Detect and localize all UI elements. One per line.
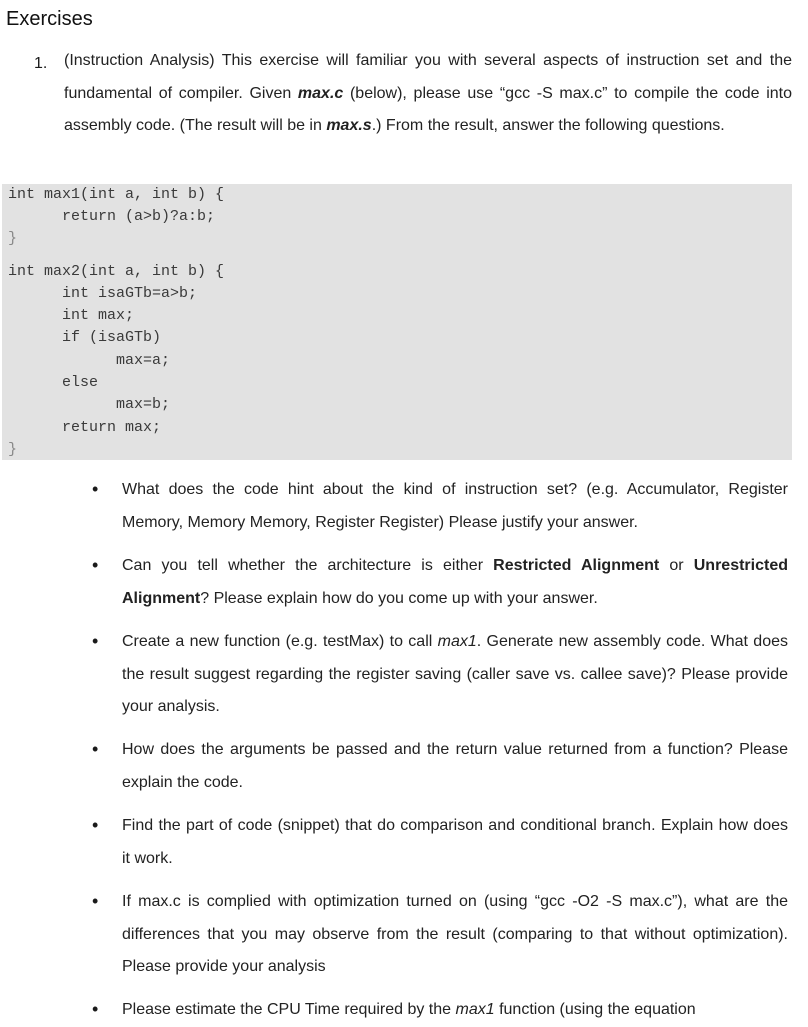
bullet-text-part: or (659, 557, 694, 574)
code-line: return max; (8, 419, 162, 436)
bullet-item-alignment (122, 550, 788, 615)
bullet-item-arguments: How does the arguments be passed and the return value returned from a function? Please explain the code. (122, 741, 788, 791)
page-heading: Exercises (6, 8, 93, 30)
question-end: .) From the result, answer the following questions. (371, 117, 725, 134)
bullet-marker: • (92, 479, 99, 499)
bullet-marker: • (92, 555, 99, 575)
function-name-max1: max1 (455, 1001, 495, 1018)
term-unrestricted-alignment: Unrestricted Alignment (122, 557, 788, 607)
code-line: return (a>b)?a:b; (8, 208, 216, 225)
question-text (64, 45, 792, 143)
bullet-text-part: Can you tell whether the architecture is either (122, 557, 494, 574)
bullet-item-optimization: If max.c is complied with optimization turned on (using “gcc -O2 -S max.c”), what are the differences that you may observe from the result (comparing to that without optimization). Please provide your analysis (122, 893, 788, 975)
bullet-item-register-saving (122, 626, 788, 724)
code-block (2, 184, 792, 460)
bullet-text-part: . Generate new assembly code. What does the result suggest regarding the register saving (caller save vs. callee save)? Please provide your analysis. (122, 633, 788, 715)
code-line: } (8, 441, 18, 458)
term-restricted-alignment: Restricted Alignment (493, 557, 660, 574)
code-line: else (8, 374, 99, 391)
code-line: int isaGTb=a>b; (8, 285, 198, 302)
filename-max-s: max.s (326, 117, 372, 134)
bullet-item-instruction-set: What does the code hint about the kind of instruction set? (e.g. Accumulator, Register Memory, Memory Memory, Register Register) Please justify your answer. (122, 481, 788, 531)
bullet-marker: • (92, 891, 99, 911)
code-line: int max; (8, 307, 135, 324)
code-line: if (isaGTb) (8, 329, 162, 346)
bullet-marker: • (92, 815, 99, 835)
bullet-text-part: ? Please explain how do you come up with your answer. (200, 589, 598, 607)
code-line: max=a; (8, 352, 171, 369)
code-line: int max2(int a, int b) { (8, 263, 225, 280)
code-line: max=b; (8, 396, 171, 413)
bullet-text-part: Please estimate the CPU Time required by the (122, 1001, 456, 1018)
question-intro: (Instruction Analysis) This exercise will familiar you with several aspects of instruction set and the fundamental of compiler. Given (64, 52, 792, 102)
question-mid: (below), please use “gcc -S max.c” to compile the code into assembly code. (The result will be in (64, 84, 792, 134)
bullet-text-part: function (using the equation (494, 1001, 696, 1018)
question-number: 1. (34, 55, 48, 72)
bullet-marker: • (92, 739, 99, 759)
bullet-text-part: Create a new function (e.g. testMax) to call (122, 633, 438, 650)
bullet-item-comparison: Find the part of code (snippet) that do comparison and conditional branch. Explain how does it work. (122, 817, 788, 867)
bullet-item-cpu-time (122, 994, 788, 1027)
filename-max-c: max.c (297, 84, 344, 102)
bullet-marker: • (92, 999, 99, 1019)
bullet-marker: • (92, 631, 99, 651)
code-line: } (8, 230, 18, 247)
function-name-max1: max1 (437, 633, 477, 650)
code-line: int max1(int a, int b) { (8, 186, 225, 203)
